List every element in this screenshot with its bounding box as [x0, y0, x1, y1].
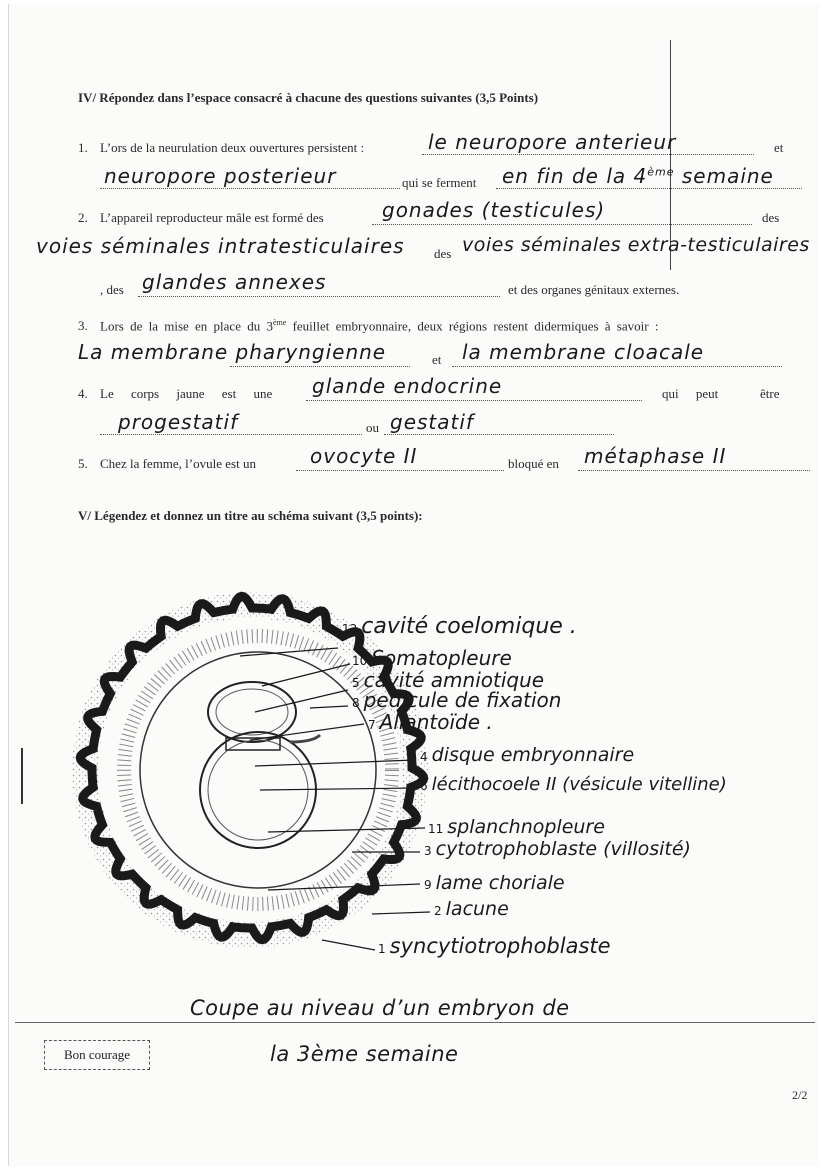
label-3: 3 cytotrophoblaste (villosité): [424, 838, 691, 860]
q2-answer-1: gonades (testicules): [382, 198, 606, 222]
q4-answer-2: progestatif: [118, 410, 239, 434]
q2-answer-4: glandes annexes: [142, 270, 327, 294]
page-number: 2/2: [792, 1088, 808, 1102]
q3-answer-2: la membrane cloacale: [462, 340, 705, 364]
q4-text-b: qui peut: [662, 386, 719, 401]
q1-answer-2: neuropore posterieur: [104, 164, 337, 188]
margin-mark: [21, 748, 23, 804]
q5-answer-1: ovocyte II: [310, 444, 418, 468]
label-11: 11 splanchnopleure: [428, 816, 605, 838]
label-10: 10 Somatopleure: [352, 646, 512, 670]
q5-answer-2: métaphase II: [584, 444, 727, 468]
q4-answer-3: gestatif: [390, 410, 474, 434]
q2-number: 2.: [78, 210, 88, 225]
label-4: 4 disque embryonnaire: [420, 744, 635, 766]
q1-number: 1.: [78, 140, 88, 155]
q1-text-b: qui se ferment: [402, 175, 477, 190]
q5-text-b: bloqué en: [508, 456, 559, 471]
q3-text: Lors de la mise en place du 3ème feuillet embryonnaire, deux régions restent didermiques à savoir :: [100, 318, 659, 334]
q5-number: 5.: [78, 456, 88, 471]
q1-conj: et: [774, 140, 784, 155]
q5-text-a: Chez la femme, l’ovule est un: [100, 456, 256, 471]
q1-answer-3: en fin de la 4ème semaine: [502, 164, 774, 188]
q1-text-a: L’ors de la neurulation deux ouvertures persistent :: [100, 140, 365, 155]
q2-text-end: et des organes génitaux externes.: [508, 282, 680, 297]
label-5: 5 cavité amniotique: [352, 668, 545, 692]
q1-answer-1: le neuropore anterieur: [428, 130, 677, 154]
q3-number: 3.: [78, 318, 88, 333]
label-9: 9 lame choriale: [424, 872, 565, 894]
q4-text-c: être: [760, 386, 780, 401]
q4-answer-1: glande endocrine: [312, 374, 503, 398]
q3-conj: et: [432, 352, 442, 367]
bon-courage-box: Bon courage: [44, 1040, 150, 1070]
diagram-caption-line-1: Coupe au niveau d’un embryon de: [190, 996, 570, 1020]
label-1: 1 syncytiotrophoblaste: [378, 934, 611, 958]
q2-answer-3: voies séminales extra-testiculaires: [462, 234, 810, 256]
label-6: 6 lécithocoele II (vésicule vitelline): [420, 774, 727, 795]
label-2: 2 lacune: [434, 898, 509, 920]
q2-text-des3: , des: [100, 282, 124, 297]
section-5-title: V/ Légendez et donnez un titre au schéma suivant (3,5 points):: [78, 508, 423, 523]
label-7: 7 Allantoïde .: [368, 710, 493, 734]
q2-text-a: L’appareil reproducteur mâle est formé des: [100, 210, 324, 225]
q3-answer-1: La membrane pharyngienne: [78, 340, 387, 364]
section-4-title: IV/ Répondez dans l’espace consacré à chacune des questions suivantes (3,5 Points): [78, 90, 539, 105]
q4-text-a: Le corps jaune est une: [100, 386, 273, 401]
q2-text-des2: des: [434, 246, 452, 261]
diagram-caption-line-2: la 3ème semaine: [270, 1042, 459, 1066]
q4-number: 4.: [78, 386, 88, 401]
q2-answer-2: voies séminales intratesticulaires: [36, 234, 405, 258]
label-8: 8 pedicule de fixation: [352, 688, 562, 712]
label-12: 12 cavité coelomique .: [342, 614, 577, 639]
footer-divider: [15, 1022, 815, 1023]
q4-conj: ou: [366, 420, 379, 435]
q2-text-des: des: [762, 210, 780, 225]
